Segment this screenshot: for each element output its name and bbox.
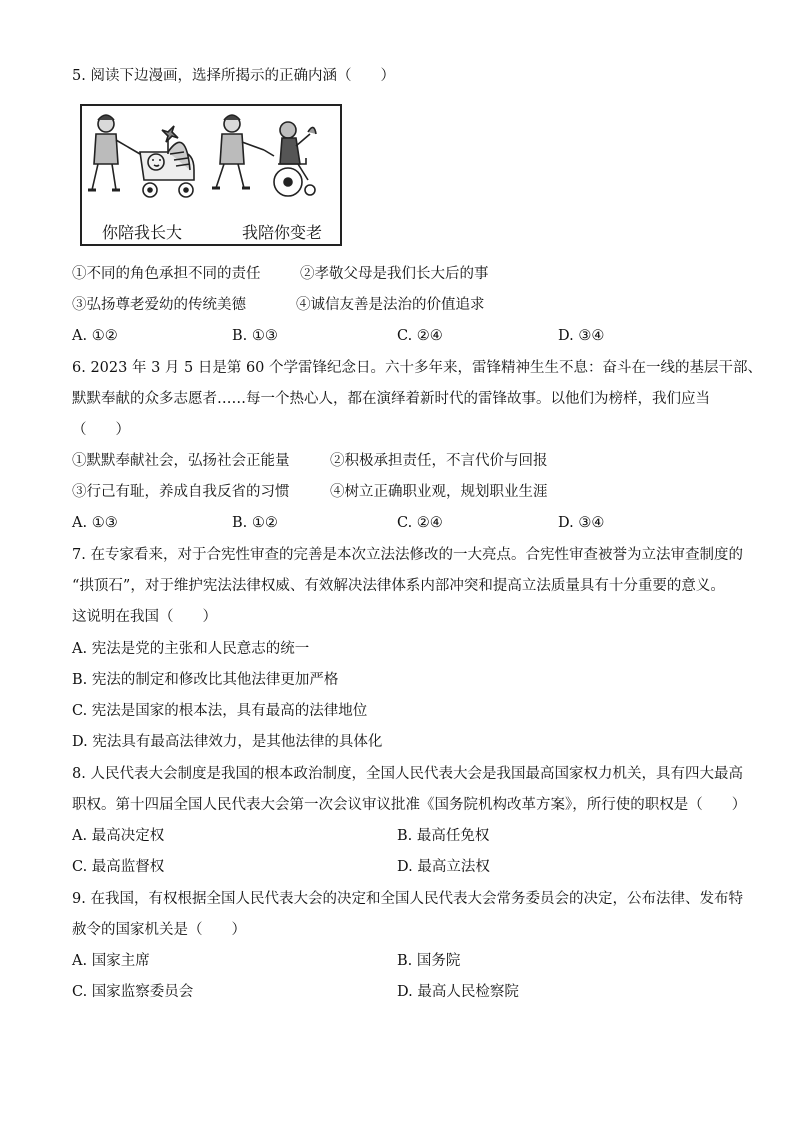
question-8-options-row-2 [72,857,732,877]
q6-item-4: ④树立正确职业观，规划职业生涯 [330,484,548,500]
q6-item-2: ②积极承担责任，不言代价与回报 [330,453,548,469]
q5-option-a[interactable]: A. ①② [72,328,118,344]
question-5-stem: 5. 阅读下边漫画，选择所揭示的正确内涵（ ） [72,68,395,84]
question-8-options-row-1 [72,826,732,846]
question-5-items-row-2 [72,295,732,315]
cartoon-caption-left: 你陪我长大 [102,223,183,242]
question-6-options [72,513,732,533]
q5-item-2: ②孝敬父母是我们长大后的事 [300,266,489,282]
q9-option-d[interactable]: D. 最高人民检察院 [397,984,519,1000]
question-6-items-row-2 [72,482,732,502]
question-7-stem-line-3: 这说明在我国（ ） [72,609,217,625]
q6-option-c[interactable]: C. ②④ [397,515,443,531]
q9-option-a[interactable]: A. 国家主席 [72,953,150,969]
q5-option-b[interactable]: B. ①③ [232,328,278,344]
question-7-stem-line-2: “拱顶石”，对于维护宪法法律权威、有效解决法律体系内部冲突和提高立法质量具有十分重要的意义。 [72,578,725,594]
question-9-stem-line-1: 9. 在我国，有权根据全国人民代表大会的决定和全国人民代表大会常务委员会的决定，公布法律、发布特 [72,891,743,907]
q7-option-b[interactable]: B. 宪法的制定和修改比其他法律更加严格 [72,672,339,688]
question-6-stem-line-2: 默默奉献的众多志愿者……每一个热心人，都在演绎着新时代的雷锋故事。以他们为榜样，我们应当 [72,391,710,407]
question-8-stem-line-1: 8. 人民代表大会制度是我国的根本政治制度，全国人民代表大会是我国最高国家权力机关，具有四大最高 [72,766,743,782]
question-6-stem-line-1: 6. 2023 年 3 月 5 日是第 60 个学雷锋纪念日。六十多年来，雷锋精神生生不息：奋斗在一线的基层干部、 [72,360,763,376]
q7-option-c[interactable]: C. 宪法是国家的根本法，具有最高的法律地位 [72,703,368,719]
q7-option-a[interactable]: A. 宪法是党的主张和人民意志的统一 [72,641,310,657]
question-9-options-row-1 [72,951,732,971]
question-5-options [72,326,732,346]
q6-item-1: ①默默奉献社会，弘扬社会正能量 [72,453,290,469]
q5-item-4: ④诚信友善是法治的价值追求 [296,297,485,313]
q5-option-d[interactable]: D. ③④ [558,328,605,344]
q5-item-3: ③弘扬尊老爱幼的传统美德 [72,297,246,313]
q9-option-c[interactable]: C. 国家监察委员会 [72,984,194,1000]
question-9-stem-line-2: 赦令的国家机关是（ ） [72,922,246,938]
q6-option-a[interactable]: A. ①③ [72,515,118,531]
q6-option-b[interactable]: B. ①② [232,515,278,531]
question-7-stem-line-1: 7. 在专家看来，对于合宪性审查的完善是本次立法法修改的一大亮点。合宪性审查被誉为立法审查制度的 [72,547,743,563]
q8-option-d[interactable]: D. 最高立法权 [397,859,490,875]
q5-option-c[interactable]: C. ②④ [397,328,443,344]
question-5-items-row-1 [72,264,732,284]
question-8-stem-line-2: 职权。第十四届全国人民代表大会第一次会议审议批准《国务院机构改革方案》，所行使的职权是（ ） [72,797,747,813]
question-9-options-row-2 [72,982,732,1002]
question-6-items-row-1 [72,451,732,471]
q8-option-b[interactable]: B. 最高任免权 [397,828,490,844]
q8-option-a[interactable]: A. 最高决定权 [72,828,165,844]
q6-item-3: ③行己有耻，养成自我反省的习惯 [72,484,290,500]
cartoon-image [80,104,342,246]
q8-option-c[interactable]: C. 最高监督权 [72,859,165,875]
q9-option-b[interactable]: B. 国务院 [397,953,461,969]
cartoon-caption-right: 我陪你变老 [242,223,323,242]
q6-option-d[interactable]: D. ③④ [558,515,605,531]
q7-option-d[interactable]: D. 宪法具有最高法律效力，是其他法律的具体化 [72,734,383,750]
q5-item-1: ①不同的角色承担不同的责任 [72,266,261,282]
question-6-stem-line-3: （ ） [72,422,130,438]
